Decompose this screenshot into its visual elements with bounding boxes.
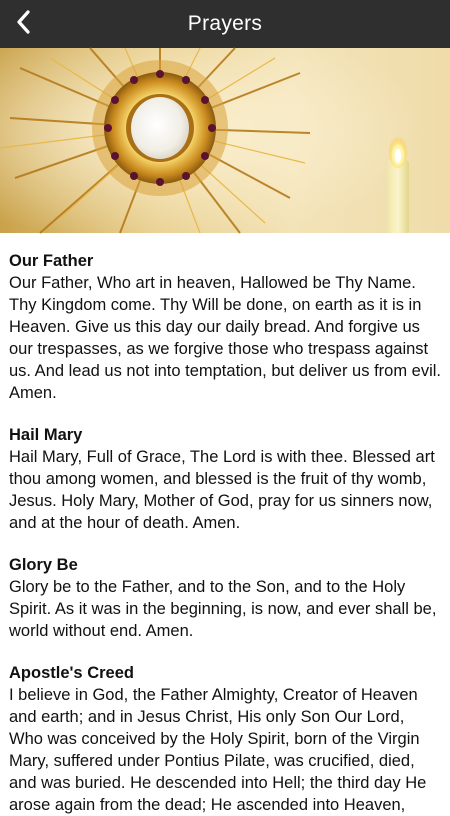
navigation-bar xyxy=(0,0,450,48)
prayer-title: Hail Mary xyxy=(9,426,83,444)
page-title: Prayers xyxy=(187,12,263,35)
prayer-title: Our Father xyxy=(9,252,94,270)
prayer-our-father xyxy=(9,250,441,404)
prayer-apostles-creed xyxy=(9,662,441,816)
prayer-text: Our Father, Who art in heaven, Hallowed be Thy Name. Thy Kingdom come. Thy Will be done, on earth as it is in Heaven. Give us this day our daily bread. And forgive us our trespasses, as we forgive those who trespass against us. And lead us not into temptation, but deliver us from evil. Amen. xyxy=(9,274,441,402)
prayer-text: I believe in God, the Father Almighty, Creator of Heaven and earth; and in Jesus Christ, His only Son Our Lord, Who was conceived by the Holy Spirit, born of the Virgin Mary, suffered under Pontius Pilate, was crucified, died, and was buried. He descended into Hell; the third day He arose again from the dead; He ascended into Heaven, xyxy=(9,686,427,814)
prayer-title: Glory Be xyxy=(9,556,78,574)
monstrance-image xyxy=(0,48,450,233)
prayer-text: Hail Mary, Full of Grace, The Lord is with thee. Blessed art thou among women, and blessed is the fruit of thy womb, Jesus. Holy Mary, Mother of God, pray for us sinners now, and at the hour of death. Amen. xyxy=(9,448,435,532)
prayer-glory-be xyxy=(9,554,441,642)
prayer-title: Apostle's Creed xyxy=(9,664,134,682)
prayer-text: Glory be to the Father, and to the Son, and to the Holy Spirit. As it was in the beginning, is now, and ever shall be, world without end. Amen. xyxy=(9,578,437,640)
prayer-hail-mary xyxy=(9,424,441,534)
prayer-list xyxy=(0,233,450,814)
